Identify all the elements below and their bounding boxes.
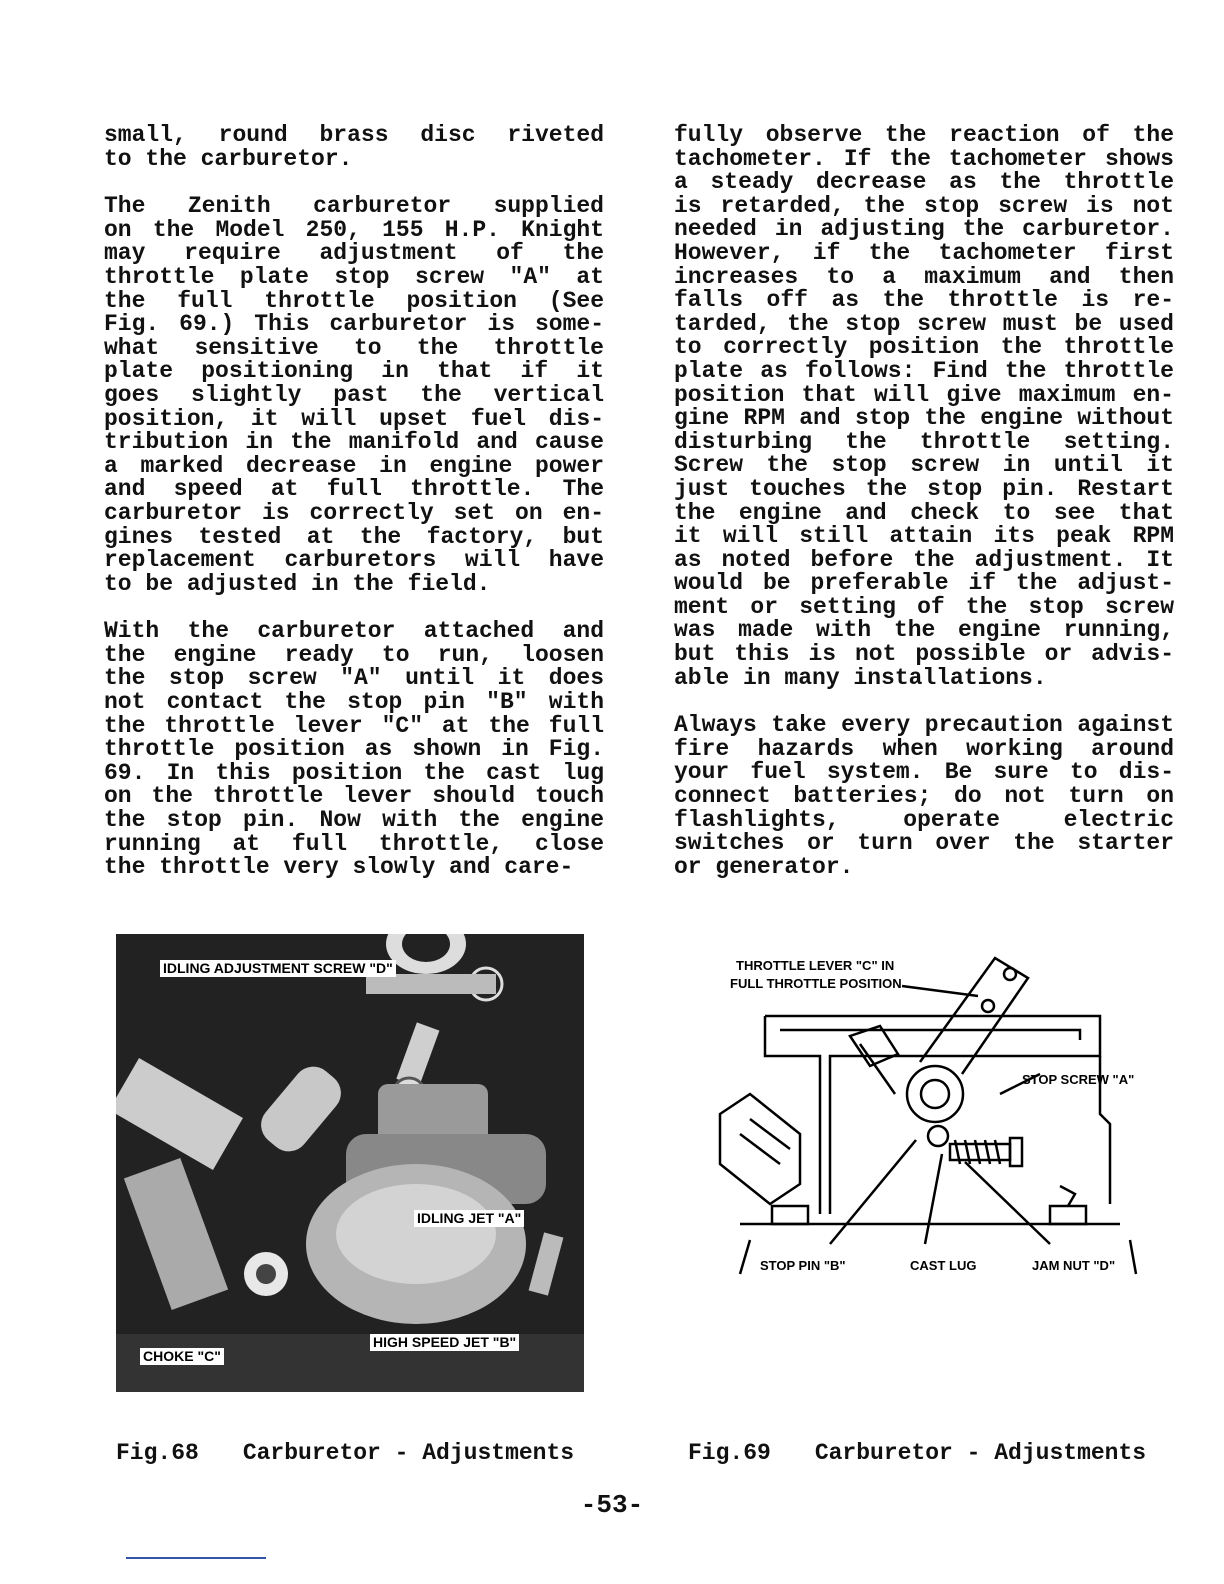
- stop-screw-label: STOP SCREW "A": [1022, 1072, 1135, 1087]
- text-line: may require adjustment of the: [104, 240, 604, 267]
- text-line: connect batteries; do not turn on: [674, 783, 1174, 810]
- text-line: the throttle lever "C" at the full: [104, 712, 604, 739]
- idling-jet-label: IDLING JET "A": [414, 1210, 524, 1227]
- footer-rule: [126, 1557, 266, 1559]
- text-line: carburetor is correctly set on en-: [104, 499, 604, 526]
- figure-69-number: Fig.69: [688, 1440, 771, 1466]
- text-line: the engine and check to see that: [674, 499, 1174, 526]
- text-line: fire hazards when working around: [674, 735, 1174, 762]
- text-line: the stop screw "A" until it does: [104, 665, 604, 692]
- text-line: replacement carburetors will have: [104, 547, 604, 574]
- throttle-lever-label-line-1: THROTTLE LEVER "C" IN: [736, 958, 895, 973]
- text-line: was made with the engine running,: [674, 617, 1174, 644]
- text-line: able in many installations.: [674, 664, 1047, 691]
- text-line: the engine ready to run, loosen: [104, 641, 604, 668]
- text-line: would be preferable if the adjust-: [674, 570, 1174, 597]
- page-number: -53-: [580, 1490, 644, 1520]
- text-line: increases to a maximum and then: [674, 263, 1174, 290]
- text-line: position that will give maximum en-: [674, 381, 1174, 408]
- text-line: the stop pin. Now with the engine: [104, 807, 604, 834]
- text-line: needed in adjusting the carburetor.: [674, 216, 1174, 243]
- text-line: a marked decrease in engine power: [104, 452, 604, 479]
- text-line: The Zenith carburetor supplied: [104, 193, 604, 220]
- text-line: gines tested at the factory, but: [104, 523, 604, 550]
- text-line: Screw the stop screw in until it: [674, 452, 1174, 479]
- text-line: Fig. 69.) This carburetor is some-: [104, 311, 604, 338]
- text-line: ment or setting of the stop screw: [674, 593, 1174, 620]
- stop-pin-label: STOP PIN "B": [760, 1258, 846, 1273]
- text-line: your fuel system. Be sure to dis-: [674, 759, 1174, 786]
- text-line: small, round brass disc riveted: [104, 122, 604, 148]
- text-line: just touches the stop pin. Restart: [674, 475, 1174, 502]
- text-line: to correctly position the throttle: [674, 334, 1174, 361]
- text-line: to be adjusted in the field.: [104, 570, 491, 597]
- left-paragraph-1: [104, 124, 604, 171]
- text-line: as noted before the adjustment. It: [674, 546, 1174, 573]
- text-line: but this is not possible or advis-: [674, 641, 1174, 668]
- text-line: not contact the stop pin "B" with: [104, 689, 604, 716]
- text-line: throttle position as shown in Fig.: [104, 736, 604, 763]
- text-line: on the throttle lever should touch: [104, 783, 604, 810]
- text-line: fully observe the reaction of the: [674, 122, 1174, 148]
- text-line: tribution in the manifold and cause: [104, 429, 604, 456]
- figure-69-title: Carburetor - Adjustments: [814, 1440, 1147, 1466]
- carburetor-photo-shapes: [116, 934, 584, 1392]
- figure-69-caption: [688, 1440, 1146, 1466]
- carburetor-photo: [116, 934, 584, 1392]
- right-paragraph-1: [674, 124, 1174, 690]
- text-line: falls off as the throttle is re-: [674, 287, 1174, 314]
- cast-lug-label: CAST LUG: [910, 1258, 977, 1273]
- text-line: what sensitive to the throttle: [104, 334, 604, 361]
- text-line: plate as follows: Find the throttle: [674, 357, 1174, 384]
- text-line: and speed at full throttle. The: [104, 476, 604, 503]
- text-line: Always take every precaution against: [674, 712, 1174, 739]
- text-line: is retarded, the stop screw is not: [674, 192, 1174, 219]
- text-line: gine RPM and stop the engine without: [674, 405, 1174, 432]
- text-line: disturbing the throttle setting.: [674, 428, 1174, 455]
- text-line: the throttle very slowly and care-: [104, 854, 574, 881]
- throttle-diagram: [680, 944, 1160, 1384]
- right-text-column: [674, 124, 1174, 903]
- idling-adjustment-screw-label: IDLING ADJUSTMENT SCREW "D": [160, 960, 396, 977]
- text-line: the full throttle position (See: [104, 287, 604, 314]
- text-line: it will still attain its peak RPM: [674, 523, 1174, 550]
- text-line: tarded, the stop screw must be used: [674, 310, 1174, 337]
- jam-nut-label: JAM NUT "D": [1032, 1258, 1116, 1273]
- figure-68-caption: [116, 1440, 574, 1466]
- text-line: plate positioning in that if it: [104, 358, 604, 385]
- text-line: tachometer. If the tachometer shows: [674, 145, 1174, 172]
- text-line: to the carburetor.: [104, 145, 353, 172]
- text-line: goes slightly past the vertical: [104, 381, 604, 408]
- right-paragraph-2: [674, 714, 1174, 879]
- throttle-diagram-drawing: [680, 944, 1160, 1384]
- figure-68-title: Carburetor - Adjustments: [242, 1440, 575, 1466]
- text-line: switches or turn over the starter: [674, 830, 1174, 857]
- text-line: throttle plate stop screw "A" at: [104, 263, 604, 290]
- text-line: a steady decrease as the throttle: [674, 169, 1174, 196]
- left-paragraph-3: [104, 620, 604, 880]
- text-line: 69. In this position the cast lug: [104, 759, 604, 786]
- throttle-lever-label-line-2: FULL THROTTLE POSITION: [730, 976, 902, 991]
- choke-label: CHOKE "C": [140, 1348, 224, 1365]
- text-line: However, if the tachometer first: [674, 239, 1174, 266]
- figure-68-number: Fig.68: [116, 1440, 199, 1466]
- left-paragraph-2: [104, 195, 604, 596]
- text-line: on the Model 250, 155 H.P. Knight: [104, 216, 604, 243]
- text-line: position, it will upset fuel dis-: [104, 405, 604, 432]
- high-speed-jet-label: HIGH SPEED JET "B": [370, 1334, 519, 1351]
- text-line: flashlights, operate electric: [674, 806, 1174, 833]
- left-text-column: [104, 124, 604, 904]
- text-line: running at full throttle, close: [104, 830, 604, 857]
- text-line: or generator.: [674, 853, 854, 880]
- text-line: With the carburetor attached and: [104, 618, 604, 645]
